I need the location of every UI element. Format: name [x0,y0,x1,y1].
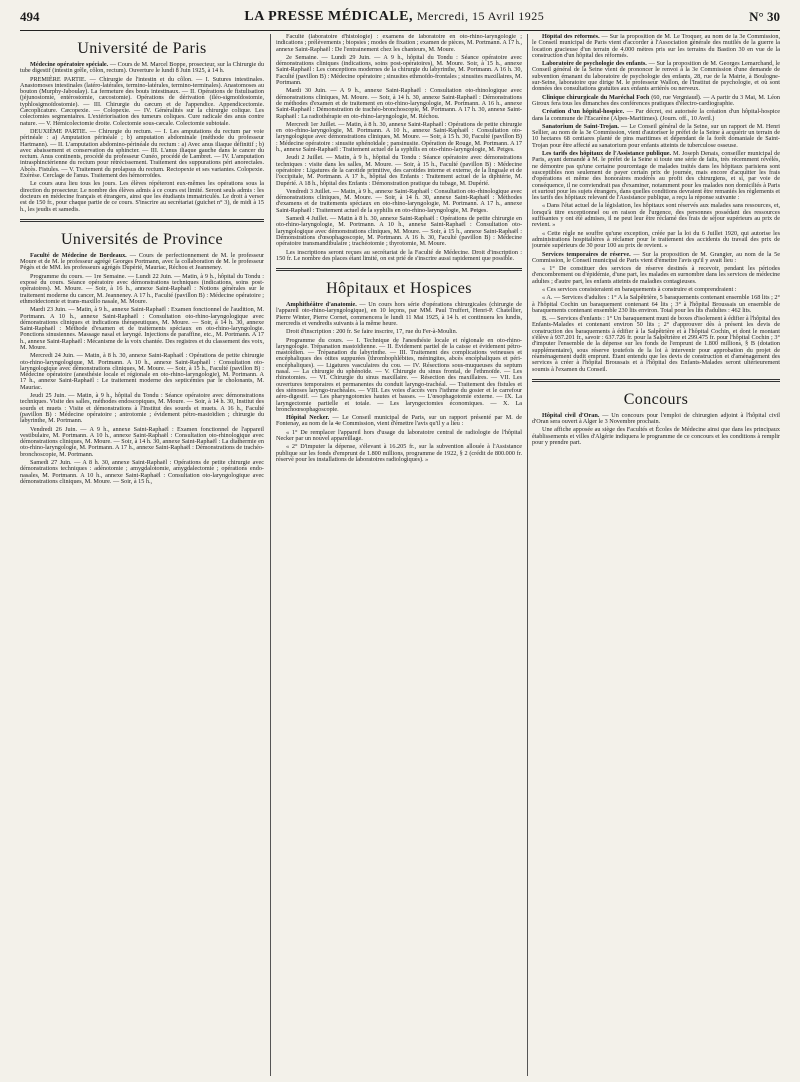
article-text: M. Joseph Denais, conseiller municipal de Paris, ayant demandé à M. le préfet de la Seine si toute une série de faits, très récemment révélés, ne démontre pas qu'une certaine pourcentage de malades traités dans les hôpitaux parisiens sont susceptibles non seulement de payer certain prix de journée, mais encore d'acquitter les frais d'opérations et même des honoraires modérés au profit des chirurgiens, et si, par voie de conséquence, il ne conviendrait pas d'examiner, notamment pour les malades non domiciliés à Paris et surtout pour les sujets étrangers, dans quelles conditions devraient être remaniés les règlements et les tarifs des hôpitaux relevant de l'Assistance publique, a reçu la réponse suivante : [532,150,780,202]
article-text: — Cours de M. Marcel Boppe, prosecteur, sur la Chirurgie du tube digestif (intestin grêle, côlon, rectum). Ouverture le lundi 8 Juin 1925, à 14 h. [20,61,264,75]
section-title: Universités de Province [60,230,224,248]
body-paragraph [276,250,522,263]
article-text: « Dans l'état actuel de la législation, les hôpitaux sont réservés aux malades sans ressources, et, lorsqu'à titre exceptionnel ou en raison de l'urgence, des personnes possédant des ressources suffisantes y ont été admises, il ne peut leur être réclamé des frais de séjour supérieurs au prix de revient. » [532,202,780,229]
article-text: Mercredi 1er Juillet. — Matin, à 8 h. 30, annexe Saint-Raphaël : Opérations de petite chirurgie en oto-rhino-laryngologie, M. Portmann. A 10 h., annexe Saint-Raphaël : Consultation oto-laryngologique avec démonstrations cliniques, M. Moure. — Soir, à 15 h. 30, Faculté (pavillon B) : Médecine opératoire : sinusite sphénoïdale ; pansinusite. Opération de Rouge, M. Portmann. A 17 h., annexe Saint-Raphaël : Traitement actuel de la syphilis en oto-rhino-laryngologie, M. Petges. [276,120,522,154]
article-text: « 1° De constituer des services de réserve destinés à recevoir, pendant les périodes d'encombrement ou d'épidémie, d'une part, les malades en surnombre dans les services de médecine adultes ; d'autre part, les enfants atteints de maladies contagieuses. [532,265,780,285]
article-text: — Le Conseil municipal de Paris, sur un rapport présenté par M. de Fontenay, au nom de la 4e Commission, vient d'émettre l'avis qu'il y a lieu : [276,414,522,428]
article-paragraph [532,95,780,108]
body-paragraph [532,231,780,250]
article-paragraph [532,124,780,149]
article-text: Mercredi 24 Juin. — Matin, à 8 h. 30, annexe Saint-Raphaël : Opérations de petite chirurgie oto-rhino-laryngologique, M. Portmann. A 10 h., annexe Saint-Raphaël : Consultation oto-laryngologique avec démonstrations cliniques, M. Moure. — Soir, à 15 h., Faculté (pavillon B) : Médecine opératoire (anesthésie locale et régionale en oto-rhino-laryngologie), M. Portmann. A 17 h., annexe Saint-Raphaël : Le traitement moderne des septicémies par le cholonants, M. Mauriac. [20,352,264,391]
article-text: « Cette règle ne souffre qu'une exception, créée par la loi du 6 Juillet 1920, qui autorise les administrations hospitalières à réclamer pour le traitement des accidents du travail des prix de journée supérieurs de 30 pour 100 au prix de revient. » [532,229,780,250]
article-text: « 2° D'imputer la dépense, s'élevant à 16.205 fr., sur la subvention allouée à l'Assistance publique sur les fonds d'emprunt de 1.800 millions, programme de 1922, § 2 (crédit de 800.000 fr. réservé pour les installations de laboratoires radiologiques). » [276,443,522,463]
body-paragraph [20,460,264,485]
article-heading: Amphithéâtre d'anatomie. [286,301,357,309]
article-text: — Le Conseil général de la Seine, sur un rapport de M. Henri Sellier, au nom de la 3e Commission, vient d'autoriser le préfet de la Seine à acquérir un terrain de 10 hectares 68 centiares planté de pins maritimes et dépendant de la forêt domaniale de Saint-Trojan pour être affecté au sanatorium pour enfants atteints de tuberculose osseuse. [532,122,780,149]
body-paragraph [276,88,522,119]
body-paragraph [276,122,522,153]
page-number: 494 [20,9,40,24]
section-paris [20,40,264,213]
page-header [20,4,780,31]
body-paragraph [276,34,522,53]
section-hopitaux [276,268,522,463]
article-heading: Hôpital civil d'Oran. [542,411,600,419]
body-paragraph [20,274,264,305]
article-text: « Ces services consisteraient en baraquements à construire et comprendraient : [542,285,737,293]
article-text: Droit d'inscription : 200 fr. Se faire inscrire, 17, rue du Fer-à-Moulin. [286,328,458,336]
body-paragraph [20,77,264,127]
publication-name: LA PRESSE MÉDICALE, [244,9,413,24]
article-text: — Sur la proposition de M. Georges Lemarchand, le Conseil général de la Seine vient de prononcer le renvoi à la 3e Commission d'une demande de subvention émanant du laboratoire de psychologie des enfants, 28, rue de la Mairie, à Boulogne-sur-Seine, laboratoire que dirige M. le professeur Wallon, de l'Institut de psychologie, et où sont données des consultations gratuites aux enfants arriérés ou nerveux. [532,60,780,93]
body-paragraph [532,427,780,446]
article-text: Jeudi 2 Juillet. — Matin, à 9 h., hôpital du Tondu : Séance opératoire avec démonstrations techniques : visite dans les salles, M. Moure. — Soir, à 15 h., Faculté (pavillon B) : Médecine opératoire : Ligatures de la carotide primitive, des carotides interne et externe, de la linguale et de l'occipitale, M. Portmann. A 17 h., hôpital des Enfants : Traitement actuel de la diphtérie, M. Dupérié. A 18 h., hôpital des Enfants : Démonstration pratique du tubage, M. Dupérié. [276,154,522,187]
body-paragraph [276,155,522,186]
body-paragraph [20,353,264,391]
body-paragraph [276,329,522,335]
article-heading: Faculté de Médecine de Bordeaux. [30,251,127,259]
article-text: Programme du cours. — I. Technique de l'anesthésie locale et régionale en oto-rhino-laryngologie. Trépanation mastoïdienne. — II. Évidement partiel de la caisse et évidement pétro-mastoïdien. — Trépanation du labyrinthe. — III. Traitement des complications veineuses et encéphaliques des otites suppurées (thrombophlébites, méningites, abcès encéphaliques et péri-encéphaliques). — Ligatures vasculaires du cou. — IV. Résections sous-muqueuses du septum nasal. — La chirurgie du sphénoïde. — V. Chirurgie du sinus frontal, de l'ethmoïde. — Les rhinotomies. — VI. Chirurgie du sinus maxillaire. — Résection des maxillaires. — VII. Les ouvertures temporaires et permanentes du conduit laryngo-trachéal. — Traitement des fistules et des sténoses laryngo-trachéales. — VIII. Les voies d'accès vers l'isthme du gosier et le carrefour aéro-digestif. — Les pharyngotomies hautes et basses. — L'œsophagotomie externe. — IX. La laryngectomie partielle et totale. — Les laryngectomies économiques. — X. La bronchoœsophagoscopie. [276,336,522,413]
article-heading: Médecine opératoire spéciale. [30,61,109,68]
article-text: « A. — Services d'adultes : 1° A la Salpêtrière, 5 baraquements contenant ensemble 168 lits ; 2° à l'hôpital Cochin un baraquement contenant 64 lits ; 3° à l'hôpital Broussais un ensemble de baraquements contenant ensemble 230 lits environ. Total pour les lits d'adultes : 462 lits. [532,294,780,314]
article-text: (60, rue Vergniaud). — A partir du 3 Mai, M. Léon Giroux fera tous les dimanches des conférences pratiques d'électro-cardiographie. [532,93,780,107]
section-concours [532,379,780,446]
article-text: DEUXIÈME PARTIE. — Chirurgie du rectum. — I. Les amputations du rectum par voie périnéale : a) Amputation périnéale ; b) amputation abdominale (méthode du professeur Hartmann). — II. L'amputation abdomino-périnéale du rectum : a) Avec anus iliaque définitif ; b) avec abaissement et conservation du sphincter. — III. L'anus iliaque gauche dans le cancer du rectum. Anus continents, procédé du professeur Cunéo, procédé de Lambret. — IV. L'amputation intrasphinctérienne du rectum pour rétrécissement. Traitement des suppurations péri anorectales. Abcès. Fistules. — V. Traitement du prolapsus du rectum. Rectopexie et ses variantes. Colopexie. Exérèse. Cerclage de l'anus. Traitement des hémorroïdes. [20,127,264,180]
section-title: Université de Paris [77,40,207,57]
column-divider [527,34,528,1076]
article-heading: Sanatorium de Saint-Trojan. [542,122,619,130]
article-text: — Par décret, est autorisée la création d'un hôpital-hospice dans la commune de l'Escarène (Alpes-Maritimes). (Journ. off., 10 Avril.) [532,108,780,122]
article-text: Faculté (laboratoire d'histologie) : examens de laboratoire en oto-rhino-laryngologie ; indications ; prélèvements ; biopsies ; modes de fixation ; examen de pièces, M. Portmann. A 17 h., annexe Saint-Raphaël : De l'entrainement chez les chanteurs, M. Moure. [276,34,522,53]
section-title: Hôpitaux et Hospices [326,280,472,298]
article-text: Samedi 4 Juillet. — Matin à 8 h. 30, annexe Saint-Raphaël : Opérations de petite chirurgie en oto-rhino-laryngologie, M. Portmann. A 10 h., annexe Saint-Raphaël : Consultation oto-laryngologique avec démonstrations cliniques, M. Moure. — Soir, à 15 h., annexe Saint-Raphaël : Démonstrations d'œsophagoscopie, M. Portmann. A 16 h. 30, Faculté (pavillon B) : Médecine opératoire transmandibulaire ; trachéotomie ; thyrotomie, M. Moure. [276,215,522,248]
article-text: Mardi 23 Juin. — Matin, à 9 h., annexe Saint-Raphaël : Examen fonctionnel de l'audition, M. Portmann. A 10 h., annexe Saint-Raphaël : Consultation oto-rhino-laryngologique avec démonstrations cliniques et indications thérapeutiques, M. Moure. — Soir, à 14 h. 30, annexe Saint-Raphaël : Méthode d'examen et de traitements spéciaux en oto-rhino-laryngologie. Ponctions sinusiennes. Massage nasal et laryngé. Injections de paraffine, etc., M. Portmann. A 17 h., annexe Saint-Raphaël : Mécanisme de la voix chantée. Des registres et du classement des voix, M. Moure. [20,306,264,351]
article-text: B. — Services d'enfants : 1° Un baraquement muni de boxes d'isolement à édifier à l'hôpital des Enfants-Malades et contenant environ 50 lits ; 2° d'approuver dès à présent les devis de construction des baraquements à édifier à la Salpêtrière et à l'hôpital Cochin, et dont le montant s'élève à 937.201 fr., savoir : 637.726 fr. pour la Salpêtrière et 299.475 fr. pour l'hôpital Cochin ; 3° d'imputer l'ensemble de la dépense sur les fonds de l'emprunt de 1.800 millions, § B (dotation supplémentaire), sous réserve toutefois de la loi à intervenir pour approbation du projet de réaménagement dudit emprunt. Étant entendu que les devis de construction et d'aménagement des services à créer à l'hôpital Broussais et à l'hôpital des Enfants-Malades seront ultérieurement soumis à l'examen du Conseil. [532,315,780,373]
body-paragraph [20,181,264,212]
body-paragraph [276,444,522,463]
article-text: « 1° De remplacer l'appareil hors d'usage du laboratoire central de radiologie de l'hôpital Necker par un nouvel appareillage. [276,428,522,443]
body-paragraph [532,203,780,228]
article-paragraph [276,302,522,327]
issue-date: Mercredi, 15 Avril 1925 [416,9,545,23]
article-paragraph [532,34,780,59]
body-paragraph [276,216,522,247]
article-text: Samedi 27 Juin. — A 8 h. 30, annexe Saint-Raphaël : Opérations de petite chirurgie avec démonstrations techniques : adénotomie ; amygdalotomie, amygdalectomie ; opérations endo-nasales, M. Portmann. A 10 h., annexe Saint-Raphaël : Consultation oto-laryngologique avec démonstrations cliniques, M. Moure. — Soir, à 15 h., [20,459,264,485]
column-left [20,34,264,1078]
article-heading: Les tarifs des hôpitaux de l'Assistance publique. [542,150,672,158]
article-heading: Hôpital des réformés. [542,34,600,40]
article-text: — Un cours hors série d'opérations chirurgicales (chirurgie de l'appareil oto-rhino-laryngologique), en 10 leçons, par MM. Paul Truffert, Henri-P. Chatellier, Pierre Winter, Pierre Cornet, commencera le lundi 11 Mai 1925, à 14 h. et continuera les lundis, mercredis et vendredis suivants à la même heure. [276,301,522,327]
body-paragraph [20,129,264,179]
article-text: Les inscriptions seront reçues au secrétariat de la Faculté de Médecine. Droit d'inscription : 150 fr. Le nombre des places étant limité, on est prié de s'inscrire aussi rapidement que possible. [276,248,522,262]
article-text: Mardi 30 Juin. — A 9 h., annexe Saint-Raphaël : Consultation oto-rhinologique avec démonstrations cliniques, M. Moure. — Soir, à 14 h. 30, annexe Saint-Raphaël : Démonstrations de méthodes d'examen et de traitement en oto-rhino-laryngologie, M. Portmann. A 16 h., annexe Saint-Raphaël : Démonstration de trachéo-bronchoscopie, M. Portmann. A 17 h. 30, annexe Saint-Raphaël : La radiothérapie en oto-rhino-laryngologie, M. Réchou. [276,87,522,120]
article-text: Le cours aura lieu tous les jours. Les élèves répéteront eux-mêmes les opérations sous la direction du prosecteur. Le nombre des élèves admis à ce cours est limité. Seront seuls admis : les docteurs en médecine français et étrangers, ainsi que les étudiants immatriculés. Le droit à verser est de 150 fr., pour chaque partie de ce cours. S'inscrire au secrétariat (guichet n° 3), de midi à 15 h., les jeudis et samedis. [20,180,264,213]
publication-line [244,9,544,25]
article-text: Programme du cours. — 1re Semaine. — Lundi 22 Juin. — Matin, à 9 h., hôpital du Tondu : exposé du cours. Séance opératoire avec démonstrations techniques (indications, soins post-opératoires). M. Moure. — Soir, à 16 h., annexe Saint-Raphaël : Notions générales sur le traitement moderne du cancer, M. Jeanneney. A 17 h., Faculté (pavillon B) : Médecine opératoire ; ethmoïdectomie et trans-maxillo nasale, M. Moure. [20,272,264,305]
article-paragraph [532,61,780,92]
article-text: Jeudi 25 Juin. — Matin, à 9 h., hôpital du Tondu : Séance opératoire avec démonstrations techniques. Visite des salles, méthodes endoscopiques, M. Moure. — Soir, à 14 h. 30, Institut des sourds et muets : Visite et démonstrations à l'Institut des sourds et muets. A 16 h., Faculté (pavillon B) : Médecine opératoire ; antrotomie ; évidement pétro-mastoïdien ; chirurgie du labyrinthe, M. Portmann. [20,392,264,425]
body-paragraph [532,316,780,373]
column-middle [276,34,522,1078]
section-title: Concours [623,390,689,408]
article-text: — Sur la proposition de M. Le Troquer, au nom de la 3e Commission, le Conseil municipal de Paris vient d'accorder à l'Association générale des mutilés de la guerre la location gracieuse d'un terrain de 4.000 mètres pris sur les terrains du Bastion 30 en vue de la construction d'un hôpital des réformés. [532,34,780,59]
article-text: — Sur la proposition de M. Grangier, au nom de la 5e Commission, le Conseil municipal de Paris vient d'émettre l'avis qu'il y avait lieu : [532,250,780,264]
article-text: 2e Semaine. — Lundi 29 Juin. — A 9 h., hôpital du Tondu : Séance opératoire avec démonstrations cliniques (indications, soins post-opératoires), M. Moure. Soir, à 15 h., annexe Saint-Raphaël : Les conceptions modernes de la chirurgie du labyrinthe, M. Portmann. A 16 h. 30, Faculté (pavillon B) : Médecine opératoire ; sinusites ethmoïdo-frontales ; sinusites maxillaires, M. Portmann. [276,53,522,87]
article-heading: Création d'un hôpital-hospice. [542,108,625,116]
article-paragraph [276,415,522,428]
section-bordeaux-continued [276,34,522,262]
section-news [532,34,780,373]
body-paragraph [532,295,780,314]
body-paragraph [276,189,522,214]
body-paragraph [276,55,522,86]
article-text: Vendredi 26 Juin. — A 9 h., annexe Saint-Raphaël : Examen fonctionnel de l'appareil vestibulaire, M. Portmann. A 10 h., annexe Saint-Raphaël : Consultation oto-rhinologique avec démonstrations cliniques, M. Moure. — Soir, à 14 h. 30, annexe Saint-Raphaël : La diathermie en oto-rhino-laryngologie, M. Portmann. A 17 h., annexe Saint-Raphaël : Démonstrations de trachéo-bronchoscopie, M. Portmann. [20,425,264,458]
body-paragraph [20,393,264,424]
section-province [20,219,264,485]
body-paragraph [20,427,264,458]
article-heading: Laboratoire de psychologie des enfants. [542,60,647,68]
article-paragraph [532,109,780,122]
body-paragraph [276,430,522,443]
article-text: Vendredi 3 Juillet. — Matin, à 9 h., annexe Saint-Raphaël : Consultation oto-rhinologique avec démonstrations cliniques, M. Moure. — Soir, à 14 h. 30, annexe Saint-Raphaël : Méthodes d'examens et de traitements spéciaux en oto-rhino-laryngologie, M. Portmann. A 17 h., annexe Saint-Raphaël : Traitement actuel de la syphilis en oto-rhino-laryngologie, M. Petges. [276,187,522,214]
column-divider [270,34,271,1076]
article-paragraph [532,252,780,265]
article-paragraph [20,253,264,272]
article-paragraph [532,151,780,201]
body-paragraph [532,287,780,293]
issue-number: N° 30 [749,9,780,24]
article-heading: Clinique chirurgicale du Maréchal Foch [542,93,650,101]
body-paragraph [532,266,780,285]
article-text: — Cours de perfectionnement de M. le professeur Moure et de M. le professeur agrégé Georges Portmann, avec la collaboration de M. le professeur Pégès et de MM. les professeurs agrégés Dupérié, Mauriac, Réchou et Jeanneney. [20,251,264,272]
article-paragraph [532,413,780,426]
article-text: Une affiche apposée au siège des Facultés et Écoles de Médecine ainsi que dans les principaux établissements et villes d'Algérie indiquera le programme de ce concours et les conditions à remplir pour y prendre part. [532,426,780,447]
article-text: — Un concours pour l'emploi de chirurgien adjoint à l'hôpital civil d'Oran sera ouvert à Alger le 3 Novembre prochain. [532,411,780,426]
body-paragraph [276,338,522,414]
article-heading: Services temporaires de réserve. [542,250,631,258]
article-text: PREMIÈRE PARTIE. — Chirurgie de l'intestin et du côlon. — I. Sutures intestinales. Anastomoses intestinales (latéro-latérales, termino-latérales, termino-terminales). Anastomoses au bouton (Murphy-Jaboulay). La fermeture des bouts intestinaux. — II. Opérations de fistulisation (jéjunostomie, entérostomie, cæcostomie). Opérations de dérivation (iléo-sigmoïdostomie, typhlosigmoïdostomie). — III. Chirurgie du cæcum et de l'appendice. Appendicectomie. Cæcoplicature. Cæcopexie. — Colopexie. — IV. Généralités sur la chirurgie colique. Les colectomies segmentaires. L'extériorisation des tumeurs coliques. Cure radicale des anus contre nature. — V. Hémicolectomie droite. Colectomie sous-cæcale. Colectomie subtotale. [20,75,264,127]
column-right [532,34,780,1078]
article-heading: Hôpital Necker. [286,414,330,422]
article-paragraph [20,62,264,75]
body-paragraph [20,307,264,351]
